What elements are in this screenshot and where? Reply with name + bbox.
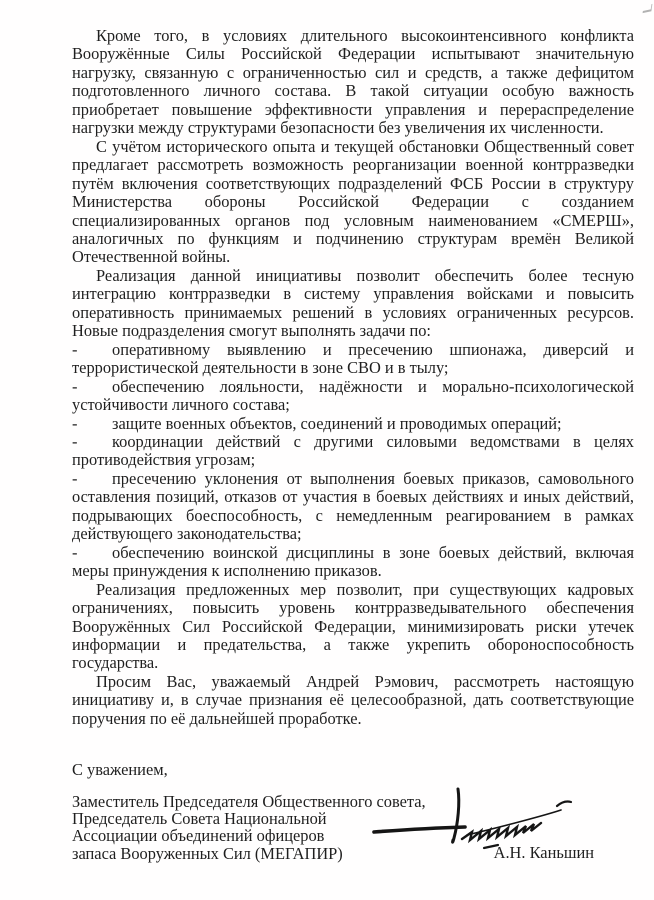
bullet-dash: -	[72, 413, 78, 433]
bullet-dash: -	[72, 542, 78, 562]
bullet-item-2	[72, 378, 634, 415]
bullet-item-6	[72, 544, 634, 581]
bullet-dash: -	[72, 339, 78, 359]
signature-title-line-4: запаса Вооруженных Сил (МЕГАПИР)	[72, 843, 343, 863]
paragraph-3: Реализация данной инициативы позволит обеспечить более тесную интеграцию контрразведки в систему управления войсками и повысить оперативность принимаемых решений в условиях ограниченных ресурсов. Новые подразделения смогут выполнять задачи по:	[72, 265, 634, 341]
scan-artifact-mark	[643, 4, 653, 13]
bullet-text: координации действий с другими силовыми ведомствами в целях противодействия угрозам;	[72, 431, 634, 470]
bullet-dash: -	[72, 468, 78, 488]
signer-name: А.Н. Каньшин	[493, 842, 594, 862]
bullet-text: оперативному выявлению и пресечению шпионажа, диверсий и террористической деятельности в зоне СВО и в тылу;	[72, 339, 634, 378]
bullet-dash: -	[72, 431, 78, 451]
paragraph-5: Просим Вас, уважаемый Андрей Рэмович, рассмотреть настоящую инициативу и, в случае признания её целесообразной, дать соответствующие поручения по её дальнейшей проработке.	[72, 671, 634, 728]
bullet-text: обеспечению воинской дисциплины в зоне боевых действий, включая меры принуждения к исполнению приказов.	[72, 542, 634, 581]
signature-title-line-1: Заместитель Председателя Общественного совета,	[72, 791, 426, 811]
bullet-text: защите военных объектов, соединений и проводимых операций;	[112, 413, 562, 433]
bullet-dash: -	[72, 376, 78, 396]
letter-body	[72, 27, 634, 728]
signature-title-line-2: Председатель Совета Национальной	[72, 809, 327, 829]
bullet-item-1	[72, 341, 634, 378]
bullet-item-3	[72, 415, 634, 433]
paragraph-4: Реализация предложенных мер позволит, при существующих кадровых ограничениях, повысить уровень контрразведывательного обеспечения Вооружённых Сил Российской Федерации, минимизировать риски утечек информации и предательства, а также укрепить обороноспособность государства.	[72, 579, 634, 673]
bullet-text: пресечению уклонения от выполнения боевых приказов, самовольного оставления позиций, отказов от участия в боевых действиях и иных действий, подрывающих боеспособность, с немедленным реагированием в рамках действующего законодательства;	[72, 468, 634, 544]
paragraph-1: Кроме того, в условиях длительного высокоинтенсивного конфликта Вооружённые Силы Российской Федерации испытывают значительную нагрузку, связанную с ограниченностью сил и средств, а также дефицитом подготовленного личного состава. В такой ситуации особую важность приобретает повышение эффективности управления и перераспределение нагрузки между структурами безопасности без увеличения их численности.	[72, 26, 634, 138]
bullet-item-4	[72, 433, 634, 470]
paragraph-2: С учётом исторического опыта и текущей обстановки Общественный совет предлагает рассмотреть возможность реорганизации военной контрразведки путём включения соответствующих подразделений ФСБ России в структуру Министерства обороны Российской Федерации с созданием специализированных органов под условным наименованием «СМЕРШ», аналогичных по функциям и подчинению структурам времён Великой Отечественной войны.	[72, 136, 634, 267]
bullet-item-5	[72, 470, 634, 544]
closing-salutation: С уважением,	[72, 760, 168, 780]
signature-block	[72, 793, 634, 863]
bullet-text: обеспечению лояльности, надёжности и морально-психологической устойчивости личного состава;	[72, 376, 634, 415]
signature-title-line-3: Ассоциации объединений офицеров	[72, 826, 325, 846]
